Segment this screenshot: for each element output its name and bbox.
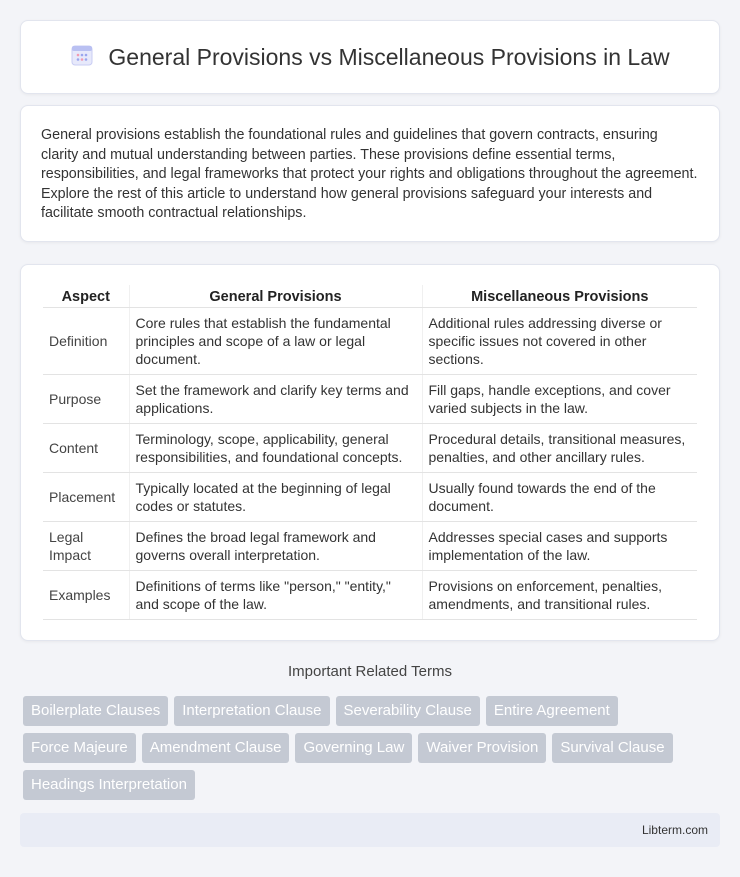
table-row: [43, 375, 697, 424]
miscellaneous-cell: Fill gaps, handle exceptions, and cover varied subjects in the law.: [422, 375, 697, 424]
table-header-row: [43, 285, 697, 308]
related-term-tag[interactable]: Governing Law: [295, 733, 412, 763]
footer: [20, 813, 720, 847]
related-terms-title: Important Related Terms: [288, 663, 452, 680]
related-term-tag[interactable]: Boilerplate Clauses: [23, 696, 168, 726]
aspect-cell: Definition: [43, 308, 129, 375]
footer-brand-link[interactable]: Libterm.com: [641, 823, 708, 837]
general-cell: Core rules that establish the fundamental principles and scope of a law or legal document.: [129, 308, 422, 375]
related-term-tag[interactable]: Force Majeure: [23, 733, 136, 763]
intro-text: General provisions establish the foundational rules and guidelines that govern contracts, ensuring clarity and mutual understanding between parties. These provisions define essential terms, responsibilities, and legal frameworks that protect your rights and obligations throughout the agreement. Explore the rest of this article to understand how general provisions safeguard your interests and facilitate smooth contractual relationships.: [41, 127, 698, 222]
miscellaneous-cell: Addresses special cases and supports implementation of the law.: [422, 522, 697, 571]
miscellaneous-cell: Provisions on enforcement, penalties, amendments, and transitional rules.: [422, 571, 697, 620]
table-row: [43, 424, 697, 473]
related-terms-list: [23, 696, 723, 800]
page-title: General Provisions vs Miscellaneous Provisions in Law: [108, 43, 670, 70]
miscellaneous-cell: Procedural details, transitional measures, penalties, and other ancillary rules.: [422, 424, 697, 473]
intro-card: [20, 105, 720, 242]
general-cell: Set the framework and clarify key terms and applications.: [129, 375, 422, 424]
related-term-tag[interactable]: Entire Agreement: [486, 696, 618, 726]
miscellaneous-cell: Additional rules addressing diverse or specific issues not covered in other sections.: [422, 308, 697, 375]
general-cell: Definitions of terms like "person," "entity," and scope of the law.: [129, 571, 422, 620]
aspect-cell: Content: [43, 424, 129, 473]
related-term-tag[interactable]: Waiver Provision: [418, 733, 546, 763]
comparison-card: [20, 264, 720, 641]
table-row: [43, 473, 697, 522]
header-card: [20, 20, 720, 94]
related-term-tag[interactable]: Headings Interpretation: [23, 770, 195, 800]
column-header-miscellaneous: Miscellaneous Provisions: [422, 285, 697, 308]
aspect-cell: Purpose: [43, 375, 129, 424]
general-cell: Defines the broad legal framework and governs overall interpretation.: [129, 522, 422, 571]
related-term-tag[interactable]: Interpretation Clause: [174, 696, 329, 726]
table-row: [43, 522, 697, 571]
general-cell: Typically located at the beginning of legal codes or statutes.: [129, 473, 422, 522]
related-term-tag[interactable]: Amendment Clause: [142, 733, 290, 763]
column-header-aspect: Aspect: [43, 285, 129, 308]
table-row: [43, 308, 697, 375]
related-term-tag[interactable]: Severability Clause: [336, 696, 480, 726]
general-cell: Terminology, scope, applicability, general responsibilities, and foundational concepts.: [129, 424, 422, 473]
miscellaneous-cell: Usually found towards the end of the document.: [422, 473, 697, 522]
table-row: [43, 571, 697, 620]
aspect-cell: Placement: [43, 473, 129, 522]
column-header-general: General Provisions: [129, 285, 422, 308]
comparison-table: [43, 285, 697, 620]
related-term-tag[interactable]: Survival Clause: [552, 733, 672, 763]
aspect-cell: Examples: [43, 571, 129, 620]
aspect-cell: Legal Impact: [43, 522, 129, 571]
calendar-icon: [70, 43, 94, 72]
